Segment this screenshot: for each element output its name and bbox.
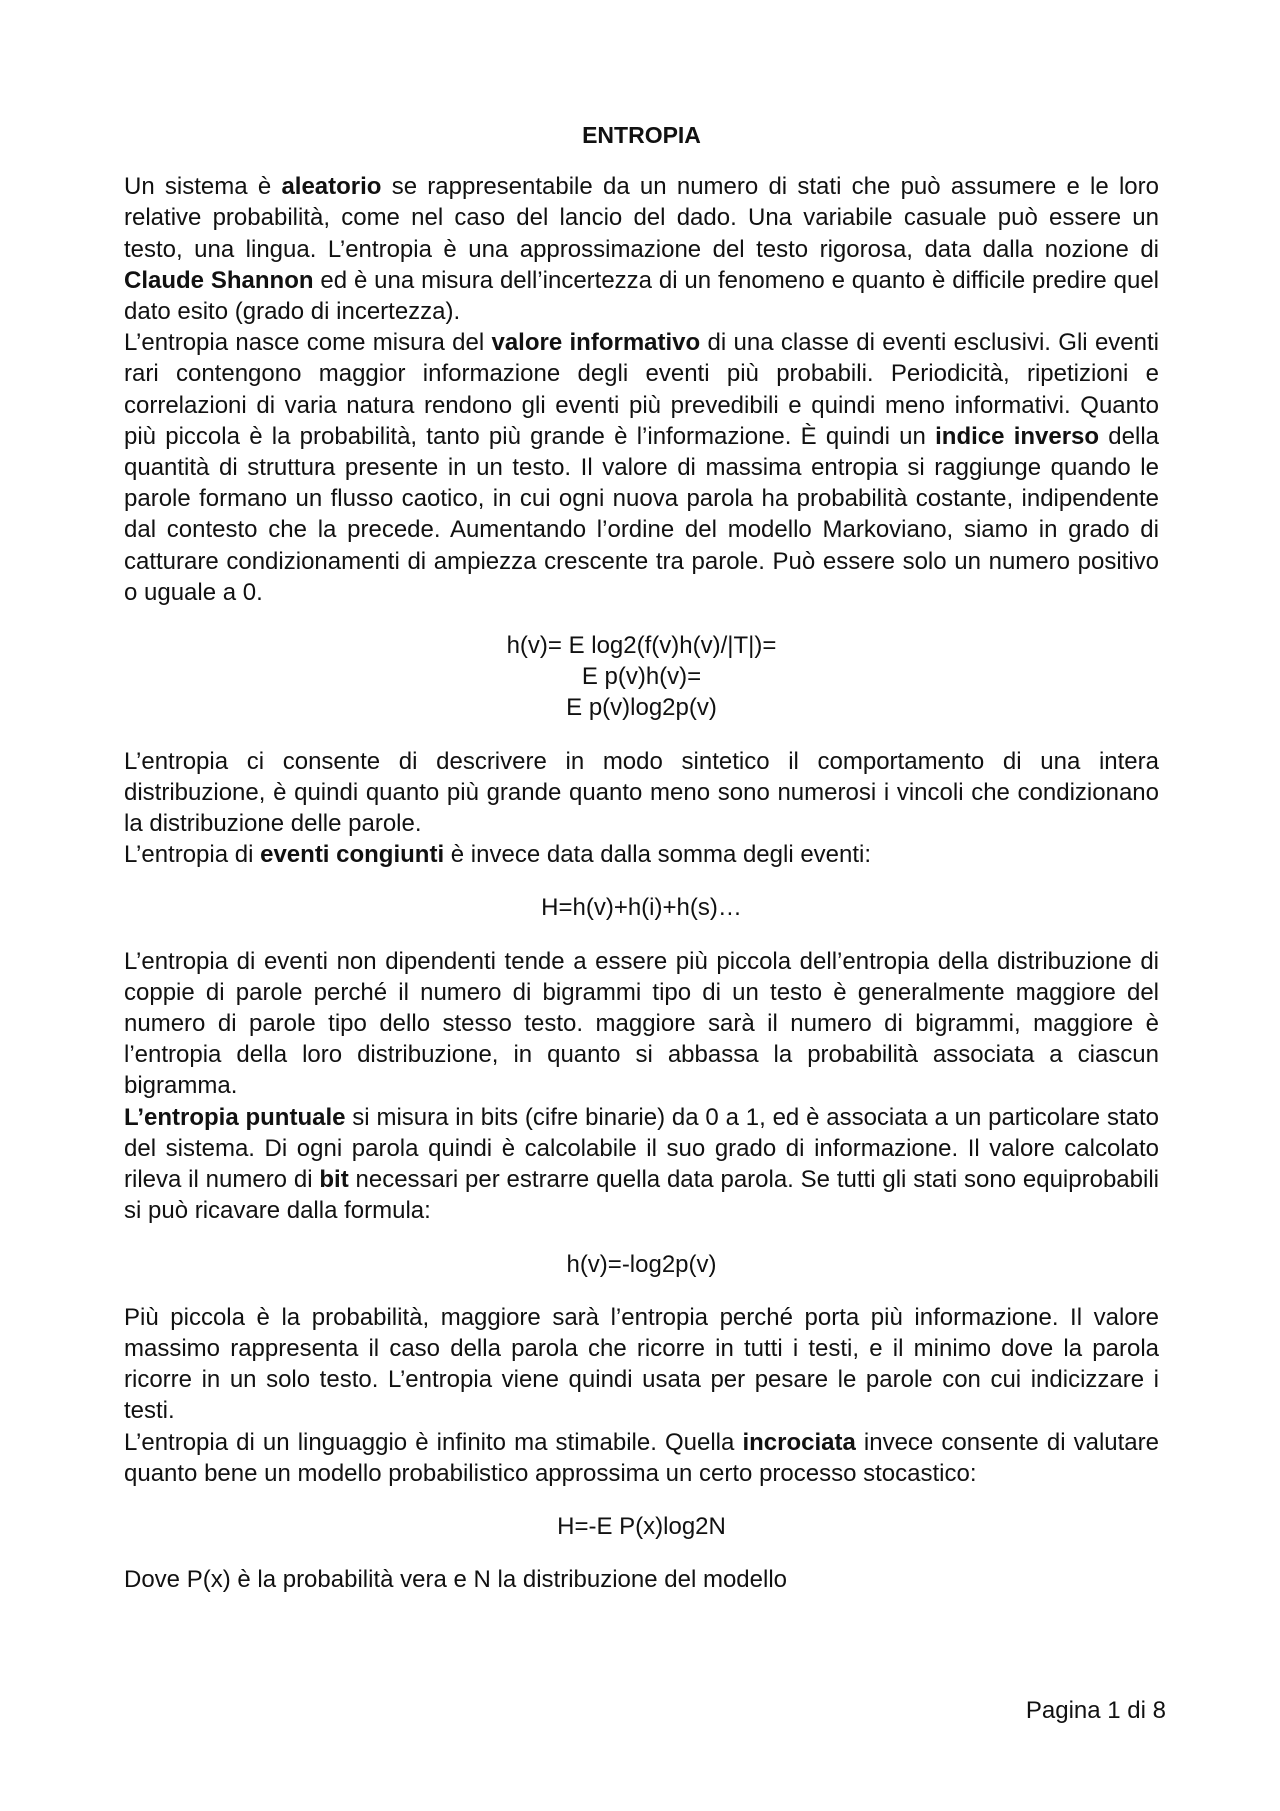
paragraph-distribuzione: L’entropia ci consente di descrivere in modo sintetico il comportamento di una intera distribuzione, è quindi quanto più grande quanto meno sono numerosi i vincoli che condizionano la distribuzione delle parole. bbox=[124, 747, 1159, 838]
page-title: ENTROPIA bbox=[582, 122, 701, 148]
paragraph-entropia-puntuale: L’entropia puntuale si misura in bits (cifre binarie) da 0 a 1, ed è associata a un particolare stato del sistema. Di ogni parola quindi è calcolabile il suo grado di informazione. Il valore calcolato rileva il numero di bit necessari per estrarre quella data parola. Se tutti gli stati sono equiprobabili si può ricavare dalla formula: bbox=[124, 1103, 1160, 1225]
formula-entropia bbox=[124, 630, 1159, 724]
paragraph-aleatorio: Un sistema è aleatorio se rappresentabile da un numero di stati che può assumere e le loro relative probabilità, come nel caso del lancio del dado. Una variabile casuale può essere un testo, una lingua. L’entropia è una approssimazione del testo rigorosa, data dalla nozione di Claude Shannon ed è una misura dell’incertezza di un fenomeno e quanto è difficile predire quel dato esito (grado di incertezza). bbox=[124, 173, 1159, 326]
formula-eventi-congiunti bbox=[124, 892, 1159, 923]
paragraph-incrociata: L’entropia di un linguaggio è infinito ma stimabile. Quella incrociata invece consente di valutare quanto bene un modello probabilistico approssima un certo processo stocastico: bbox=[124, 1428, 1159, 1487]
paragraph-valore-informativo: L’entropia nasce come misura del valore informativo di una classe di eventi esclusivi. Gli eventi rari contengono maggior informazione degli eventi più probabili. Periodicità, ripetizioni e correlazioni di varia natura rendono gli eventi più prevedibili e quindi meno informativi. Quanto più piccola è la probabilità, tanto più grande è l’informazione. È quindi un indice inverso della quantità di struttura presente in un testo. Il valore di massima entropia si raggiunge quando le parole formano un flusso caotico, in cui ogni nuova parola ha probabilità costante, indipendente dal contesto che la precede. Aumentando l’ordine del modello Markoviano, siamo in grado di catturare condizionamenti di ampiezza crescente tra parole. Può essere solo un numero positivo o uguale a 0. bbox=[124, 329, 1159, 606]
paragraph-eventi-congiunti: L’entropia di eventi congiunti è invece data dalla somma degli eventi: bbox=[124, 841, 872, 869]
formula-line: H=h(v)+h(i)+h(s)… bbox=[541, 894, 742, 922]
formula-line: h(v)= E log2(f(v)h(v)/|T|)= bbox=[506, 632, 777, 660]
formula-line: E p(v)h(v)= bbox=[581, 663, 702, 691]
page-number: Pagina 1 di 8 bbox=[1025, 1697, 1166, 1724]
paragraph-probabilita: Più piccola è la probabilità, maggiore sarà l’entropia perché porta più informazione. Il valore massimo rappresenta il caso della parola che ricorre in tutti i testi, e il minimo dove la parola ricorre in un solo testo. L’entropia viene quindi usata per pesare le parole con cui indicizzare i testi. bbox=[124, 1303, 1159, 1425]
formula-line: h(v)=-log2p(v) bbox=[566, 1250, 717, 1278]
formula-line: H=-E P(x)log2N bbox=[557, 1512, 726, 1540]
formula-incrociata bbox=[124, 1511, 1159, 1542]
paragraph-bigrammi: L’entropia di eventi non dipendenti tende a essere più piccola dell’entropia della distribuzione di coppie di parole perché il numero di bigrammi tipo di un testo è generalmente maggiore del numero di parole tipo dello stesso testo. maggiore sarà il numero di bigrammi, maggiore è l’entropia della loro distribuzione, in quanto si abbassa la probabilità associata a ciascun bigramma. bbox=[124, 947, 1159, 1100]
document-page bbox=[124, 120, 1159, 1595]
paragraph-definizione: Dove P(x) è la probabilità vera e N la distribuzione del modello bbox=[124, 1566, 787, 1594]
formula-line: E p(v)log2p(v) bbox=[566, 694, 717, 722]
formula-entropia-puntuale bbox=[124, 1249, 1159, 1280]
